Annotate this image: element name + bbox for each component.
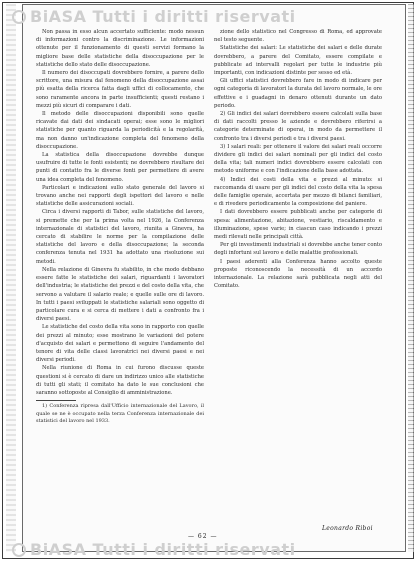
left-paragraph: Il numero dei disoccupati dovrebbero fornire, a parere dello scrittore, una misura dal fenomeno della disoccupazione assai più esatta della ricerca fatta dagli uffici di collocamento, che sono raramente ancora in parte insufficienti; questi restano i mezzi più sicuri di comparare i dati. (36, 70, 204, 109)
left-paragraph: Le statistiche del costo della vita sono in rapporto con quelle dei prezzi al minuto; esse mostrano le variazioni del potere d'acquisto dei salari e permettono di seguire l'andamento del tenore di vita delle classi lavoratrici nei diversi paesi e nei diversi periodi. (36, 324, 204, 364)
author-signature: Leonardo Riboi (322, 525, 373, 532)
page-number: — 62 — (188, 533, 218, 540)
right-paragraph: Gli uffici statistici dovrebbero fare in modo di indicare per ogni categoria di lavoratori la durata del lavoro normale, le ore effettive e i guadagni in denaro ottenuti durante un dato periodo. (214, 78, 382, 109)
left-paragraph: Non passa in esso alcun accertato sufficiente: modo nessun di informazioni contro la discriminazione. Le informazioni ottenute per il funzionamento di questi servizi formano la migliore base delle statistiche della disoccupazione per le statistiche dello stato delle disoccupazione. (36, 29, 204, 68)
left-paragraph: La statistica della disoccupazione dovrebbe dunque usufruire di tutte le fonti esistenti; ne dovrebbero risultare dei punti di contatto fra le diverse fonti per permettere di avere una idea completa del fenomeno. (36, 152, 204, 183)
right-paragraph: zione dello statistico nel Congresso di Roma, ed approvate nel testo seguente. (214, 29, 382, 44)
right-paragraph: 2) Gli indici dei salari dovrebbero essere calcolati sulla base di dati raccolti presso le aziende e dovrebbero riferirsi a categorie determinate di operai, in modo da permettere il confronto tra i diversi periodi e tra i diversi paesi. (214, 111, 382, 142)
footnote: 1) Conferenza ripresa dall'Ufficio internazionale del Lavoro, il quale se ne è occupato nella terza Conferenza internazionale dei statistici del lavoro nel 1933. (36, 403, 204, 425)
right-paragraph: Per gli investimenti industriali si dovrebbe anche tener conto degli infortuni sul lavoro e delle malattie professionali. (214, 242, 382, 257)
watermark-seal-icon (12, 543, 26, 557)
left-paragraph: Circa i diversi rapporti di Tabor, sulle statistiche del lavoro, si premette che per la prima volta nel 1926, la Conferenza internazionale di statistici del lavoro, riunita a Ginevra, ha cercato di stabilire le norme per la compilazione delle statistiche del lavoro e della disoccupazione; la seconda conferenza tenuta nel 1931 ha adottato una risoluzione sui metodi. (36, 209, 204, 265)
page-edge-right (408, 4, 414, 552)
watermark-top (12, 7, 296, 26)
right-paragraph: I dati dovrebbero essere pubblicati anche per categorie di spesa: alimentazione, abitazione, vestiario, riscaldamento e illuminazione, spese varie; in ciascun caso indicando i prezzi medi rilevati nelle principali città. (214, 209, 382, 241)
watermark-bottom (12, 540, 296, 559)
page-edge-left (6, 4, 16, 552)
right-paragraph: 3) I salari reali: per ottenere il valore dei salari reali occorre dividere gli indici dei salari nominali per gli indici del costo della vita; tali numeri indici dovrebbero essere calcolati con metodo uniforme e con l'indicazione della base adottata. (214, 143, 382, 175)
right-paragraph: Statistiche dei salari: Le statistiche dei salari e delle durate dovrebbero, a parere del Comitato, essere compilate e pubblicate ad intervalli regolari per tutte le industrie più importanti, con indicazioni distinte per sesso ed età. (214, 45, 382, 77)
left-paragraph: Il metodo delle disoccupazioni disponibili sono quelle ricavate dai dati dei sindacati operai; esse sono le migliori statistiche per quanto riguarda la periodicità e la regolarità, ma non danno un'indicazione completa del fenomeno della disoccupazione. (36, 111, 204, 150)
watermark-seal-icon (12, 10, 26, 24)
right-paragraph: 4) Indici dei costi della vita e prezzi al minuto: si raccomanda di usare per gli indici del costo della vita la spesa delle famiglie operaie, accertata per mezzo di bilanci familiari, e di rivedere periodicamente la composizione del paniere. (214, 176, 382, 208)
left-paragraph: Nella riunione di Roma in cui furono discusse queste questioni si è cercato di dare un indirizzo unico alle statistiche di tutti gli stati; il comitato ha dato le sue conclusioni che saranno sottoposte al Consiglio di amministrazione. (36, 365, 204, 396)
footnote-rule (36, 400, 76, 401)
watermark-top-text: BiASA Tutti i diritti riservati (30, 7, 296, 26)
right-column (214, 28, 382, 490)
left-paragraph: Particolari e indicazioni sullo stato generale del lavoro si trovano anche nei rapporti degli ispettori del lavoro e nelle statistiche delle assicurazioni sociali. (36, 184, 204, 208)
right-paragraph: I paesi aderenti alla Conferenza hanno accolto queste proposte riconoscendo la necessità di un accordo internazionale. La relazione sarà pubblicata negli atti del Comitato. (214, 258, 382, 290)
watermark-bottom-text: BiASA Tutti i diritti riservati (30, 540, 296, 559)
left-paragraph: Nella relazione di Ginevra fu stabilito, in che modo debbano essere fatte le statistiche dei salari, riguardanti i lavoratori dell'industria; le statistiche dei prezzi e del costo della vita, che servono a valutare il salario reale; e quelle sulle ore di lavoro. In tutti i paesi sviluppati le statistiche salariali sono oggetto di particolare cura e si cerca di mettere i dati a confronto fra i diversi paesi. (36, 266, 204, 323)
left-column (36, 28, 204, 508)
